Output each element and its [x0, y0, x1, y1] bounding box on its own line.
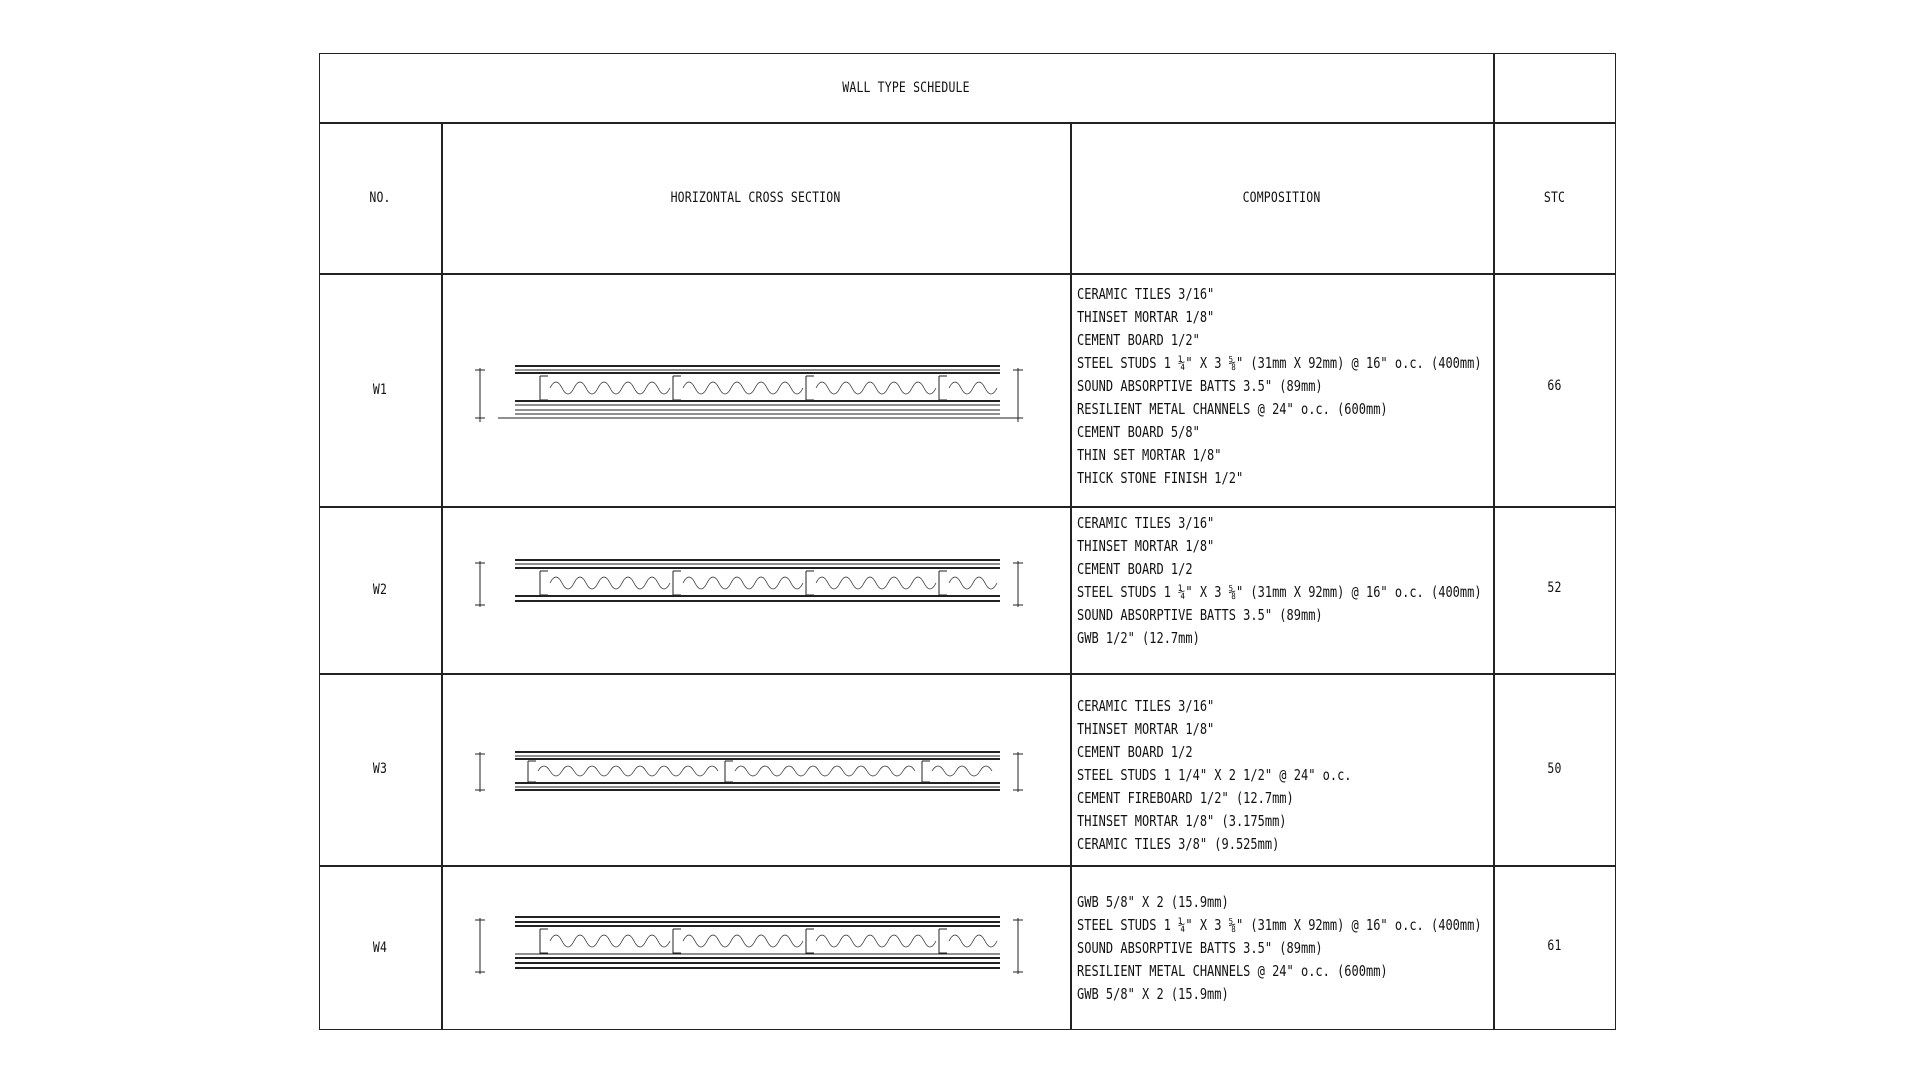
- wall-section-w3: [470, 748, 1040, 800]
- composition-item: SOUND ABSORPTIVE BATTS 3.5" (89mm): [1077, 377, 1323, 395]
- composition-item: CERAMIC TILES 3/16": [1077, 285, 1215, 303]
- composition-item: RESILIENT METAL CHANNELS @ 24" o.c. (600mm): [1077, 400, 1388, 418]
- composition-list: [1077, 695, 1352, 856]
- row-no: W3: [372, 761, 388, 777]
- header-no: NO.: [369, 189, 391, 206]
- composition-item: CEMENT BOARD 1/2": [1077, 331, 1200, 349]
- composition-item: SOUND ABSORPTIVE BATTS 3.5" (89mm): [1077, 606, 1323, 624]
- composition-item: STEEL STUDS 1 ¼" X 3 ⅝" (31mm X 92mm) @ 16" o.c. (400mm): [1077, 354, 1482, 372]
- composition-item: CEMENT BOARD 1/2: [1077, 560, 1193, 578]
- composition-item: STEEL STUDS 1 ¼" X 3 ⅝" (31mm X 92mm) @ 16" o.c. (400mm): [1077, 583, 1482, 601]
- composition-item: RESILIENT METAL CHANNELS @ 24" o.c. (600mm): [1077, 962, 1388, 980]
- row-divider: [319, 273, 1616, 275]
- header-composition: COMPOSITION: [1242, 189, 1321, 206]
- composition-item: STEEL STUDS 1 1/4" X 2 1/2" @ 24" o.c.: [1077, 766, 1352, 784]
- composition-item: CERAMIC TILES 3/16": [1077, 514, 1215, 532]
- composition-item: THICK STONE FINISH 1/2": [1077, 469, 1244, 487]
- row-divider: [319, 865, 1616, 867]
- row-divider: [319, 673, 1616, 675]
- composition-item: CERAMIC TILES 3/8" (9.525mm): [1077, 835, 1280, 853]
- column-divider: [1493, 53, 1495, 1030]
- row-no: W2: [372, 581, 388, 598]
- composition-item: GWB 1/2" (12.7mm): [1077, 629, 1200, 647]
- header-stc: STC: [1543, 189, 1566, 206]
- column-divider: [1070, 122, 1072, 1030]
- row-stc: 50: [1547, 761, 1562, 777]
- wall-section-w4: [470, 912, 1040, 980]
- header-section: HORIZONTAL CROSS SECTION: [670, 189, 841, 206]
- row-stc: 66: [1547, 377, 1562, 394]
- row-no: W1: [372, 381, 388, 398]
- composition-item: THINSET MORTAR 1/8": [1077, 537, 1215, 555]
- composition-item: CEMENT FIREBOARD 1/2" (12.7mm): [1077, 789, 1294, 807]
- composition-item: SOUND ABSORPTIVE BATTS 3.5" (89mm): [1077, 939, 1323, 957]
- row-stc: 52: [1547, 579, 1562, 596]
- row-no: W4: [372, 939, 388, 956]
- composition-list: [1077, 891, 1482, 1006]
- composition-item: CEMENT BOARD 1/2: [1077, 743, 1193, 761]
- composition-list: [1077, 283, 1482, 490]
- composition-item: CEMENT BOARD 5/8": [1077, 423, 1200, 441]
- composition-item: THIN SET MORTAR 1/8": [1077, 446, 1222, 464]
- row-stc: 61: [1547, 938, 1562, 954]
- column-divider: [441, 122, 443, 1030]
- composition-item: CERAMIC TILES 3/16": [1077, 697, 1215, 715]
- schedule-title: WALL TYPE SCHEDULE: [842, 79, 970, 96]
- wall-section-w1: [470, 360, 1040, 430]
- composition-item: GWB 5/8" X 2 (15.9mm): [1077, 985, 1229, 1003]
- composition-item: GWB 5/8" X 2 (15.9mm): [1077, 893, 1229, 911]
- composition-list: [1077, 512, 1482, 650]
- composition-item: THINSET MORTAR 1/8": [1077, 308, 1215, 326]
- composition-item: STEEL STUDS 1 ¼" X 3 ⅝" (31mm X 92mm) @ 16" o.c. (400mm): [1077, 916, 1482, 934]
- wall-section-w2: [470, 555, 1040, 615]
- row-divider: [319, 506, 1616, 508]
- composition-item: THINSET MORTAR 1/8" (3.175mm): [1077, 812, 1287, 830]
- composition-item: THINSET MORTAR 1/8": [1077, 720, 1215, 738]
